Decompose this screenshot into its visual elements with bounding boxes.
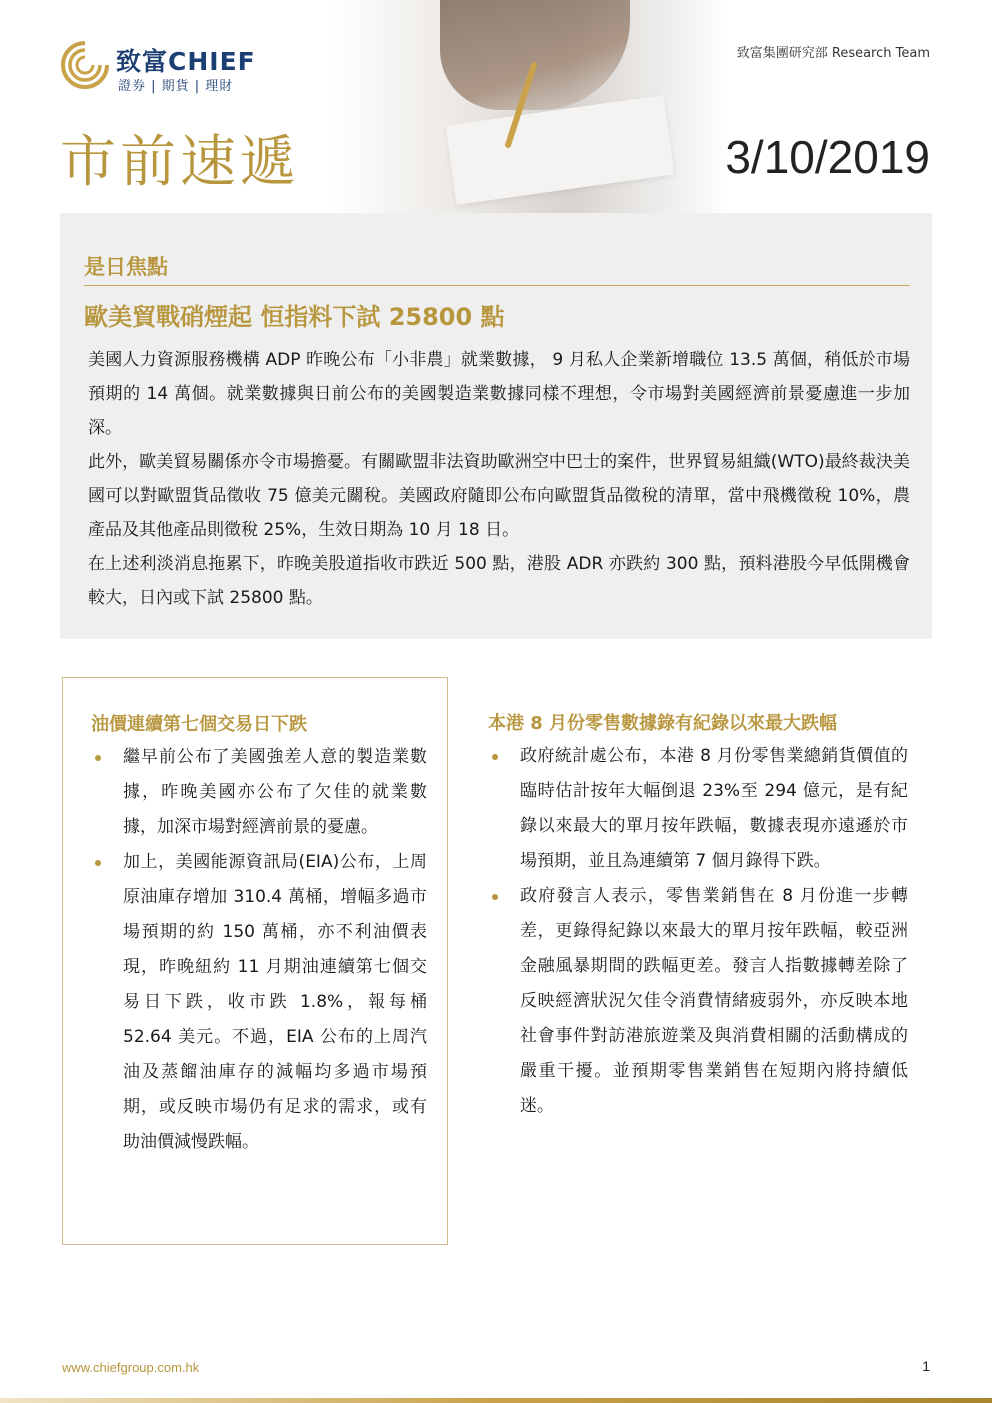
brand-name: 致富CHIEF (116, 47, 256, 76)
bullet-icon (95, 755, 101, 761)
oil-price-section (62, 677, 448, 1245)
footer-bar (0, 1398, 992, 1403)
focus-label: 是日焦點 (84, 255, 168, 279)
bullet-list (488, 739, 908, 1124)
header-photo (330, 0, 730, 215)
list-item-text: 加上，美國能源資訊局(EIA)公布，上周原油庫存增加 310.4 萬桶，增幅多過市場預期的約 150 萬桶，亦不利油價表現，昨晚紐約 11 月期油連續第七個交易日下跌，收市跌 1.8%，報每桶 52.64 美元。不過，EIA 公布的上周汽油及蒸餾油庫存的減幅均多過市場預期，或反映市場仍有足求的需求，或有助油價減慢跌幅。 (123, 852, 427, 1152)
focus-paragraph: 美國人力資源服務機構 ADP 昨晚公布「小非農」就業數據， 9 月私人企業新增職位 13.5 萬個，稍低於市場預期的 14 萬個。就業數據與日前公布的美國製造業數據同樣不理想，令市場對美國經濟前景憂慮進一步加深。 (88, 350, 910, 438)
list-item (91, 845, 427, 1160)
brand-logo (60, 40, 280, 100)
chief-logo-icon (60, 40, 110, 90)
focus-body (88, 343, 910, 615)
page-header (0, 0, 992, 215)
list-item-text: 政府發言人表示，零售業銷售在 8 月份進一步轉差，更錄得紀錄以來最大的單月按年跌幅，較亞洲金融風暴期間的跌幅更差。發言人指數據轉差除了反映經濟狀況欠佳令消費情緒疲弱外，亦反映本地社會事件對訪港旅遊業及與消費相關的活動構成的嚴重干擾。並預期零售業銷售在短期內將持續低迷。 (520, 886, 908, 1116)
section-title: 油價連續第七個交易日下跌 (91, 714, 307, 735)
photo-arm (440, 0, 630, 110)
photo-paper (446, 95, 675, 205)
list-item (488, 739, 908, 879)
list-item (91, 740, 427, 845)
focus-paragraph: 此外，歐美貿易關係亦令市場擔憂。有關歐盟非法資助歐洲空中巴士的案件，世界貿易組織(WTO)最終裁決美國可以對歐盟貨品徵收 75 億美元關稅。美國政府隨即公布向歐盟貨品徵稅的清單，當中飛機徵稅 10%，農產品及其他產品則徵稅 25%，生效日期為 10 月 18 日。 (88, 452, 910, 540)
report-title: 市前速遞 (60, 130, 300, 195)
list-item (488, 879, 908, 1124)
report-date: 3/10/2019 (725, 131, 930, 183)
list-item-text: 繼早前公布了美國強差人意的製造業數據，昨晚美國亦公布了欠佳的就業數據，加深市場對經濟前景的憂慮。 (123, 747, 427, 837)
page-number: 1 (922, 1358, 930, 1374)
brand-tagline: 證券 | 期貨 | 理財 (118, 79, 234, 94)
bullet-icon (492, 754, 498, 760)
retail-sales-section (488, 677, 918, 1245)
focus-divider (84, 285, 910, 286)
bullet-icon (492, 894, 498, 900)
section-title: 本港 8 月份零售數據錄有紀錄以來最大跌幅 (488, 713, 838, 734)
bullet-icon (95, 860, 101, 866)
bullet-list (91, 740, 427, 1160)
focus-headline: 歐美貿戰硝煙起 恒指料下試 25800 點 (84, 303, 505, 331)
focus-panel (60, 213, 932, 639)
focus-paragraph: 在上述利淡消息拖累下，昨晚美股道指收市跌近 500 點，港股 ADR 亦跌約 300 點，預料港股今早低開機會較大，日內或下試 25800 點。 (88, 554, 910, 608)
research-department: 致富集團研究部 Research Team (736, 46, 930, 61)
footer-website-link[interactable]: www.chiefgroup.com.hk (62, 1360, 200, 1375)
list-item-text: 政府統計處公布，本港 8 月份零售業總銷貨價值的臨時估計按年大幅倒退 23%至 294 億元，是有紀錄以來最大的單月按年跌幅，數據表現亦遠遜於市場預期，並且為連續第 7 個月錄得下跌。 (520, 746, 908, 871)
